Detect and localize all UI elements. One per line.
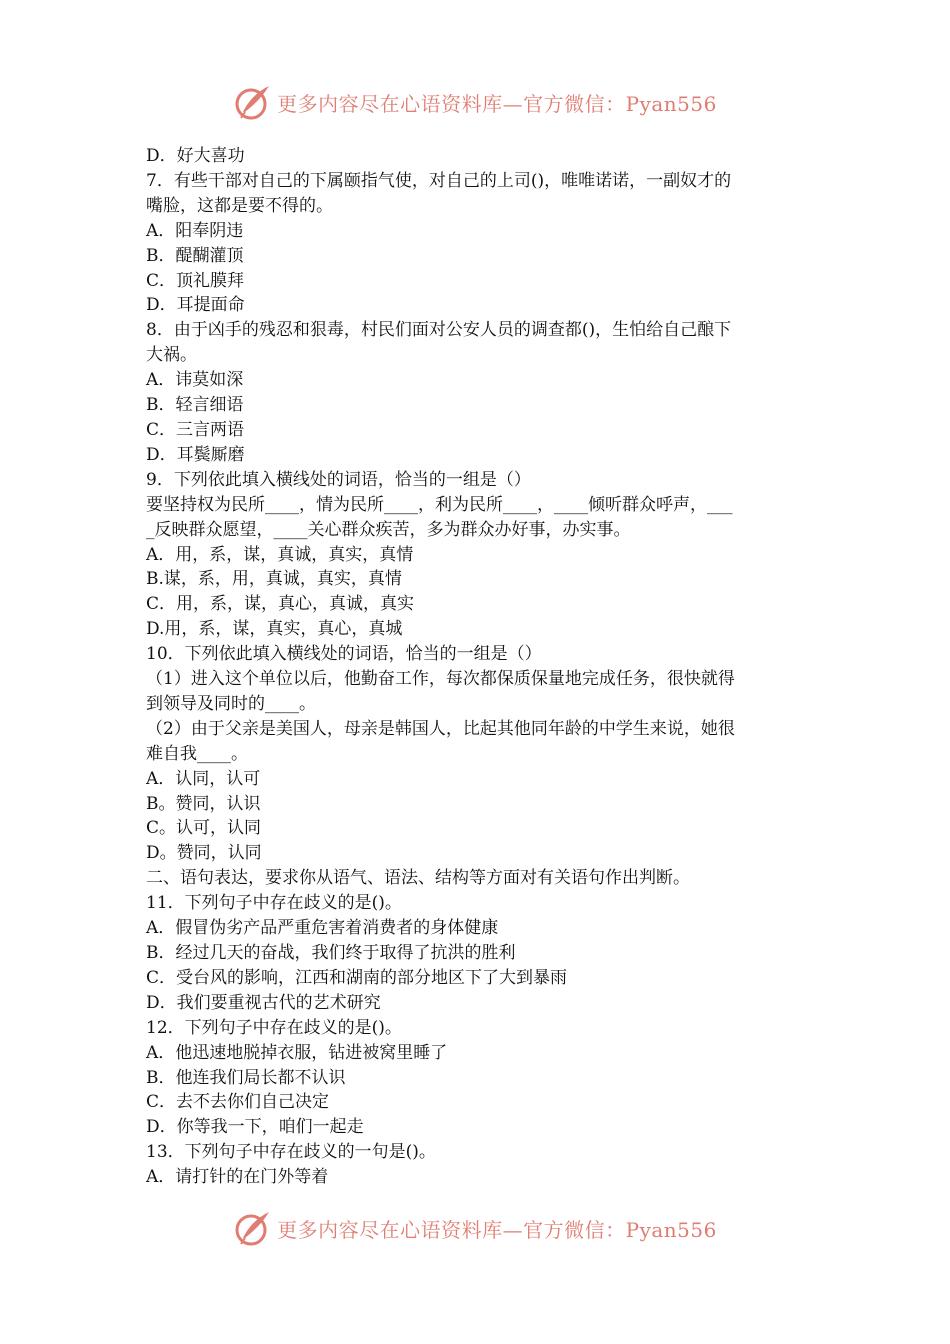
document-body [146, 144, 808, 1190]
banner-text: 更多内容尽在心语资料库—官方微信：Pyan556 [277, 91, 717, 116]
text-line: A．请打针的在门外等着 [146, 1167, 329, 1188]
text-line: C．用，系，谋，真心，真诚，真实 [146, 594, 415, 615]
text-line: A．用，系，谋，真诚，真实，真情 [146, 544, 414, 565]
text-line: B．醍醐灌顶 [146, 245, 244, 266]
text-line: D．耳提面命 [146, 295, 245, 316]
quill-logo-icon [233, 82, 273, 122]
text-line: 9．下列依此填入横线处的词语，恰当的一组是（） [146, 469, 531, 490]
text-line: A．他迅速地脱掉衣服，钻进被窝里睡了 [146, 1042, 448, 1063]
text-line: 难自我____。 [146, 743, 248, 764]
text-line: 二、语句表达，要求你从语气、语法、结构等方面对有关语句作出判断。 [146, 868, 690, 889]
text-line: 要坚持权为民所____，情为民所____，利为民所____，____倾听群众呼声，___ [146, 494, 733, 515]
text-line: B.谋，系，用，真诚，真实，真情 [146, 569, 402, 590]
text-line: A．阳奉阴违 [146, 220, 244, 241]
text-line: D．我们要重视古代的艺术研究 [146, 992, 381, 1013]
text-line: B．他连我们局长都不认识 [146, 1067, 346, 1088]
text-line: A．假冒伪劣产品严重危害着消费者的身体健康 [146, 918, 499, 939]
text-line: 7．有些干部对自己的下属颐指气使，对自己的上司()，唯唯诺诺，一副奴才的 [146, 170, 732, 191]
text-line: （1）进入这个单位以后，他勤奋工作，每次都保质保量地完成任务，很快就得 [146, 669, 735, 690]
text-line: 8．由于凶手的残忍和狠毒，村民们面对公安人员的调查都()，生怕给自己酿下 [146, 320, 732, 341]
banner-text: 更多内容尽在心语资料库—官方微信：Pyan556 [277, 1217, 717, 1242]
text-line: B．经过几天的奋战，我们终于取得了抗洪的胜利 [146, 943, 516, 963]
text-line: A．讳莫如深 [146, 370, 244, 391]
text-line: B。赞同，认识 [146, 793, 261, 814]
footer-banner [0, 1208, 950, 1248]
text-line: A．认同，认可 [146, 768, 261, 789]
text-line: D．你等我一下，咱们一起走 [146, 1117, 364, 1138]
text-line: （2）由于父亲是美国人，母亲是韩国人，比起其他同年龄的中学生来说，她很 [146, 718, 735, 739]
text-line: D.用，系，谋，真实，真心，真城 [146, 619, 403, 640]
text-line: C。认可，认同 [146, 818, 262, 839]
text-line: 嘴脸，这都是要不得的。 [146, 195, 333, 216]
text-line: D．耳鬓厮磨 [146, 444, 245, 465]
text-line: 13．下列句子中存在歧义的一句是()。 [146, 1142, 436, 1163]
text-line: C．顶礼膜拜 [146, 270, 245, 291]
text-line: 到领导及同时的____。 [146, 693, 316, 714]
text-line: 大祸。 [146, 345, 197, 366]
text-line: B．轻言细语 [146, 395, 244, 416]
quill-logo-icon [233, 1208, 273, 1248]
text-line: 12．下列句子中存在歧义的是()。 [146, 1017, 402, 1038]
text-line: C．受台风的影响，江西和湖南的部分地区下了大到暴雨 [146, 967, 568, 988]
text-line: 11．下列句子中存在歧义的是()。 [146, 893, 402, 914]
text-line: _反映群众愿望，____关心群众疾苦，多为群众办好事，办实事。 [146, 519, 631, 540]
text-line: C．三言两语 [146, 419, 245, 440]
text-line: 10．下列依此填入横线处的词语，恰当的一组是（） [146, 644, 542, 665]
text-line: C．去不去你们自己决定 [146, 1092, 330, 1113]
text-line: D。赞同，认同 [146, 843, 262, 864]
header-banner [0, 82, 950, 122]
text-line: D．好大喜功 [146, 146, 245, 166]
